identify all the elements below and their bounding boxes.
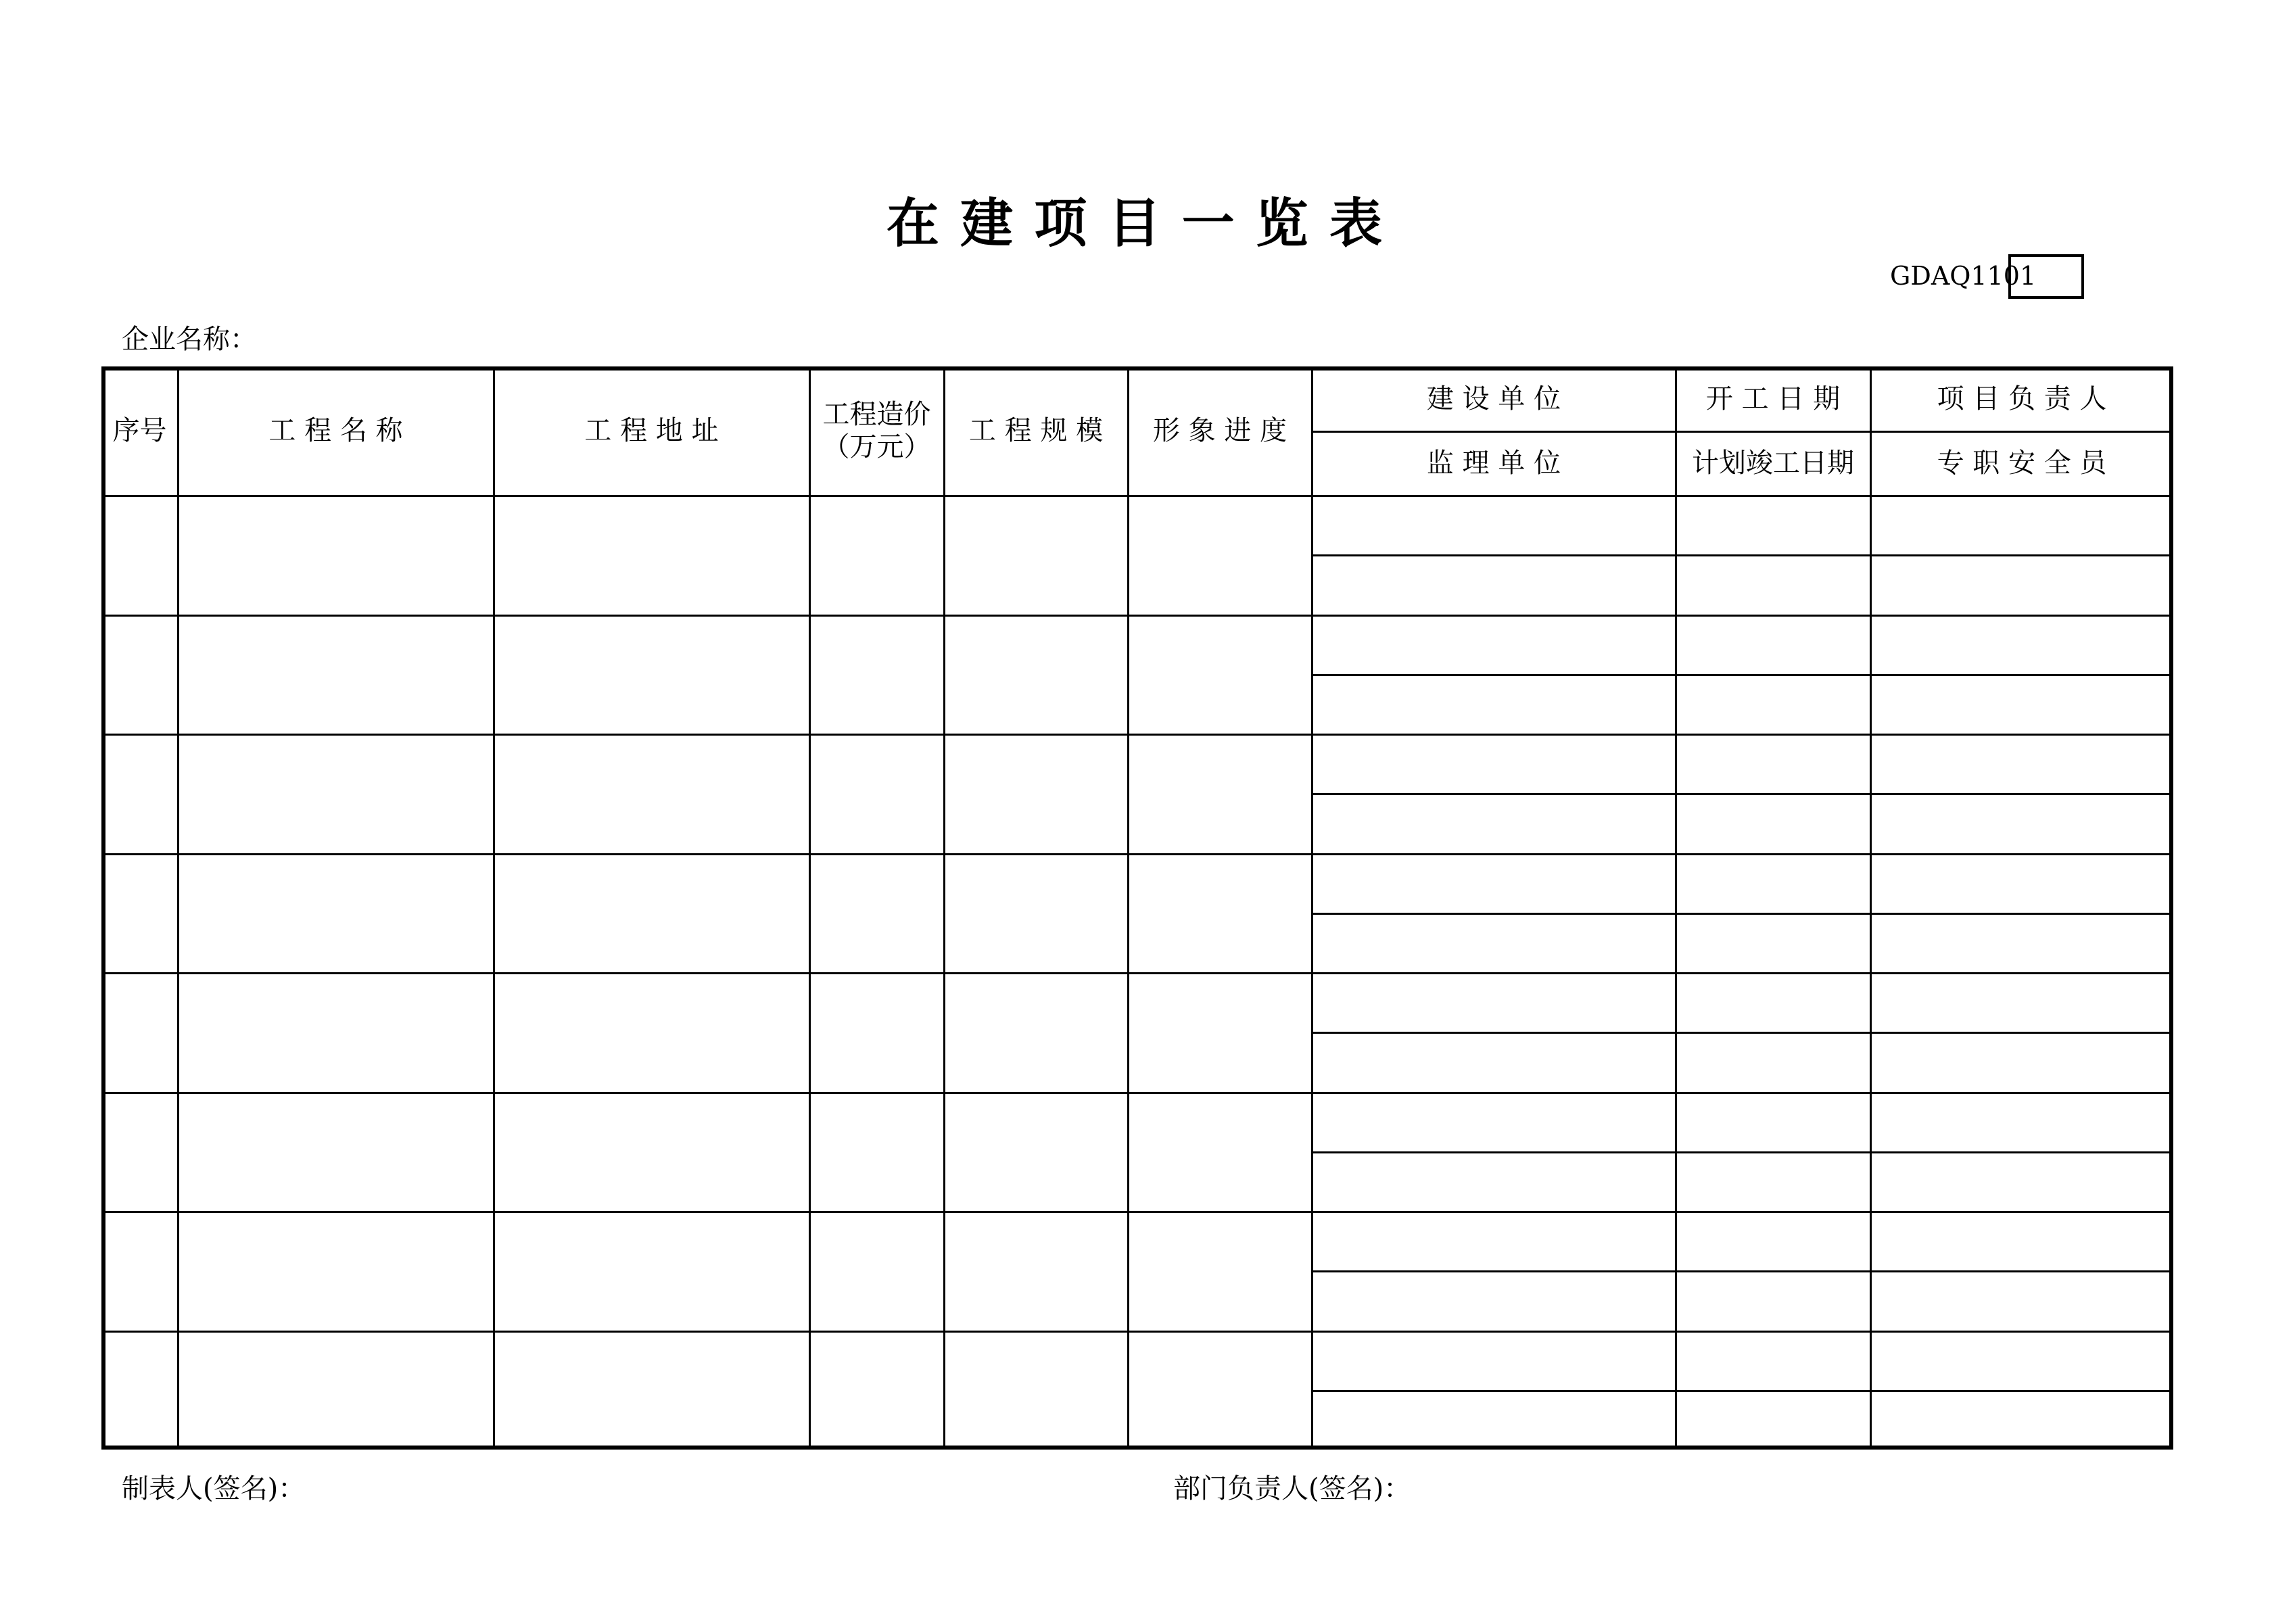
cell-progress[interactable] <box>1128 972 1312 1092</box>
cell-project-name[interactable] <box>178 615 494 734</box>
header-safety-officer: 专 职 安 全 员 <box>1937 447 2107 479</box>
project-table <box>101 366 2173 1450</box>
cell-supervisor[interactable] <box>1312 1390 1676 1450</box>
company-name-label: 企业名称： <box>122 324 257 355</box>
cell-seq[interactable] <box>101 1211 178 1331</box>
cell-progress[interactable] <box>1128 1331 1312 1450</box>
header-seq: 序号 <box>112 415 167 446</box>
cell-project-name[interactable] <box>178 734 494 853</box>
cell-project-address[interactable] <box>494 1092 809 1212</box>
cell-supervisor[interactable] <box>1312 674 1676 734</box>
cell-start-date[interactable] <box>1676 734 1870 793</box>
cell-start-date[interactable] <box>1676 1331 1870 1390</box>
cell-project-name[interactable] <box>178 495 494 615</box>
cell-progress[interactable] <box>1128 1211 1312 1331</box>
cell-project-address[interactable] <box>494 853 809 973</box>
dept-head-signature-label: 部门负责人(签名)： <box>1173 1473 1411 1504</box>
header-planned-finish: 计划竣工日期 <box>1692 447 1854 479</box>
cell-builder[interactable] <box>1312 1211 1676 1270</box>
cell-manager[interactable] <box>1870 1211 2173 1270</box>
cell-safety-officer[interactable] <box>1870 674 2173 734</box>
cell-start-date[interactable] <box>1676 615 1870 674</box>
header-cost <box>809 366 944 495</box>
cell-cost[interactable] <box>809 853 944 973</box>
header-supervisor: 监 理 单 位 <box>1426 447 1561 479</box>
cell-scale[interactable] <box>944 1211 1128 1331</box>
cell-project-name[interactable] <box>178 1331 494 1450</box>
cell-supervisor[interactable] <box>1312 793 1676 853</box>
form-code: GDAQ1101 <box>1890 261 2037 291</box>
cell-builder[interactable] <box>1312 972 1676 1032</box>
cell-project-name[interactable] <box>178 1211 494 1331</box>
cell-manager[interactable] <box>1870 615 2173 674</box>
cell-manager[interactable] <box>1870 972 2173 1032</box>
cell-safety-officer[interactable] <box>1870 554 2173 614</box>
cell-project-address[interactable] <box>494 972 809 1092</box>
cell-scale[interactable] <box>944 734 1128 853</box>
cell-planned-finish[interactable] <box>1676 1390 1870 1450</box>
cell-seq[interactable] <box>101 1331 178 1450</box>
cell-progress[interactable] <box>1128 495 1312 615</box>
cell-project-address[interactable] <box>494 734 809 853</box>
cell-supervisor[interactable] <box>1312 1032 1676 1091</box>
cell-scale[interactable] <box>944 615 1128 734</box>
cell-project-address[interactable] <box>494 1331 809 1450</box>
form-code-box[interactable] <box>2008 254 2084 299</box>
cell-project-name[interactable] <box>178 853 494 973</box>
cell-scale[interactable] <box>944 495 1128 615</box>
header-cost-line1: 工程造价 <box>822 399 931 430</box>
cell-cost[interactable] <box>809 972 944 1092</box>
cell-supervisor[interactable] <box>1312 913 1676 972</box>
cell-planned-finish[interactable] <box>1676 554 1870 614</box>
cell-planned-finish[interactable] <box>1676 793 1870 853</box>
header-manager: 项 目 负 责 人 <box>1937 383 2107 414</box>
cell-manager[interactable] <box>1870 734 2173 793</box>
page-title: 在 建 项 目 一 览 表 <box>886 193 1384 254</box>
cell-planned-finish[interactable] <box>1676 1270 1870 1330</box>
cell-cost[interactable] <box>809 615 944 734</box>
cell-project-name[interactable] <box>178 1092 494 1212</box>
cell-builder[interactable] <box>1312 615 1676 674</box>
preparer-signature-label: 制表人(签名)： <box>122 1473 306 1504</box>
cell-start-date[interactable] <box>1676 1211 1870 1270</box>
cell-cost[interactable] <box>809 495 944 615</box>
cell-supervisor[interactable] <box>1312 1270 1676 1330</box>
cell-safety-officer[interactable] <box>1870 1032 2173 1091</box>
cell-safety-officer[interactable] <box>1870 793 2173 853</box>
cell-seq[interactable] <box>101 1092 178 1212</box>
cell-scale[interactable] <box>944 972 1128 1092</box>
cell-start-date[interactable] <box>1676 1092 1870 1151</box>
cell-scale[interactable] <box>944 853 1128 973</box>
cell-seq[interactable] <box>101 495 178 615</box>
cell-project-address[interactable] <box>494 615 809 734</box>
header-progress: 形 象 进 度 <box>1152 415 1287 446</box>
cell-project-address[interactable] <box>494 1211 809 1331</box>
cell-safety-officer[interactable] <box>1870 913 2173 972</box>
cell-builder[interactable] <box>1312 495 1676 554</box>
cell-builder[interactable] <box>1312 734 1676 793</box>
cell-planned-finish[interactable] <box>1676 1032 1870 1091</box>
cell-scale[interactable] <box>944 1092 1128 1212</box>
cell-cost[interactable] <box>809 1211 944 1331</box>
cell-seq[interactable] <box>101 853 178 973</box>
cell-project-name[interactable] <box>178 972 494 1092</box>
cell-manager[interactable] <box>1870 1092 2173 1151</box>
cell-manager[interactable] <box>1870 495 2173 554</box>
cell-manager[interactable] <box>1870 853 2173 913</box>
cell-safety-officer[interactable] <box>1870 1151 2173 1211</box>
cell-seq[interactable] <box>101 615 178 734</box>
cell-cost[interactable] <box>809 734 944 853</box>
cell-seq[interactable] <box>101 972 178 1092</box>
cell-builder[interactable] <box>1312 1331 1676 1390</box>
cell-planned-finish[interactable] <box>1676 1151 1870 1211</box>
cell-safety-officer[interactable] <box>1870 1390 2173 1450</box>
cell-builder[interactable] <box>1312 853 1676 913</box>
cell-planned-finish[interactable] <box>1676 913 1870 972</box>
cell-manager[interactable] <box>1870 1331 2173 1390</box>
cell-planned-finish[interactable] <box>1676 674 1870 734</box>
header-cost-line2: （万元） <box>822 431 931 462</box>
cell-start-date[interactable] <box>1676 972 1870 1032</box>
cell-progress[interactable] <box>1128 1092 1312 1212</box>
header-scale: 工 程 规 模 <box>968 415 1104 446</box>
header-project-name: 工 程 名 称 <box>268 415 403 446</box>
cell-progress[interactable] <box>1128 615 1312 734</box>
cell-progress[interactable] <box>1128 853 1312 973</box>
header-builder: 建 设 单 位 <box>1426 383 1561 414</box>
header-project-address: 工 程 地 址 <box>584 415 719 446</box>
cell-supervisor[interactable] <box>1312 554 1676 614</box>
cell-builder[interactable] <box>1312 1092 1676 1151</box>
cell-start-date[interactable] <box>1676 853 1870 913</box>
header-start-date: 开 工 日 期 <box>1705 383 1841 414</box>
cell-supervisor[interactable] <box>1312 1151 1676 1211</box>
cell-seq[interactable] <box>101 734 178 853</box>
cell-cost[interactable] <box>809 1331 944 1450</box>
cell-cost[interactable] <box>809 1092 944 1212</box>
cell-project-address[interactable] <box>494 495 809 615</box>
cell-scale[interactable] <box>944 1331 1128 1450</box>
cell-safety-officer[interactable] <box>1870 1270 2173 1330</box>
cell-progress[interactable] <box>1128 734 1312 853</box>
cell-start-date[interactable] <box>1676 495 1870 554</box>
